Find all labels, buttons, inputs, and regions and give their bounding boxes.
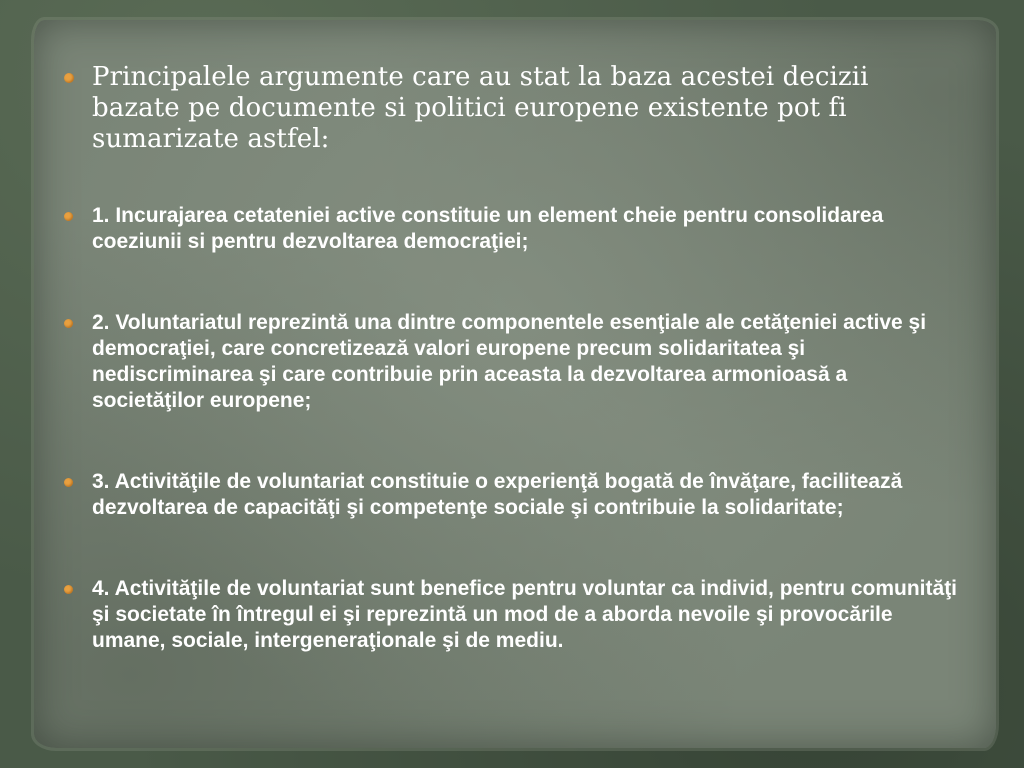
bullet-icon: [64, 319, 73, 328]
bullet-icon: [64, 585, 73, 594]
list-item-1: [62, 203, 962, 255]
bullet-icon: [64, 73, 74, 83]
point-text-4: 4. Activităţile de voluntariat sunt benefice pentru voluntar ca individ, pentru comunităţi şi societate în întregul ei şi reprezintă un mod de a aborda nevoile şi provocările umane, sociale, intergeneraţionale şi de mediu.: [92, 577, 958, 652]
list-item-2: [62, 310, 962, 414]
list-item-3: [62, 469, 962, 521]
heading-item: [62, 62, 962, 155]
point-text-1: 1. Incurajarea cetateniei active constituie un element cheie pentru consolidarea coeziunii si pentru dezvoltarea democraţiei;: [92, 204, 884, 253]
bullet-icon: [64, 212, 73, 221]
slide-heading: Principalele argumente care au stat la baza acestei decizii bazate pe documente si politici europene existente pot fi sumarizate astfel:: [92, 62, 869, 154]
slide-content: [62, 62, 962, 654]
list-item-4: [62, 576, 962, 654]
point-text-2: 2. Voluntariatul reprezintă una dintre componentele esenţiale ale cetăţeniei active şi democraţiei, care concretizează valori europene precum solidaritatea şi nediscriminarea şi care contribuie prin aceasta la dezvoltarea armonioasă a societăţilor europene;: [92, 311, 927, 412]
bullet-icon: [64, 478, 73, 487]
point-text-3: 3. Activităţile de voluntariat constituie o experienţă bogată de învăţare, facilitează dezvoltarea de capacităţi şi competenţe sociale şi contribuie la solidaritate;: [92, 470, 903, 519]
